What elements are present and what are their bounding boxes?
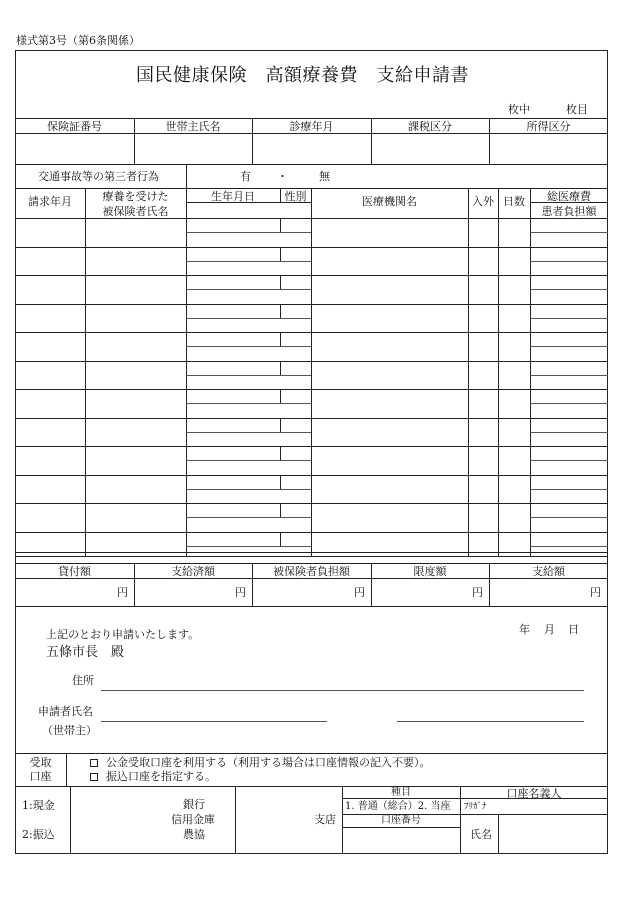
sheet-of-label: 枚中 (508, 103, 530, 116)
sex-divider (280, 218, 281, 232)
account-holder-label: 口座名義人 (506, 787, 562, 800)
furigana-label: ﾌﾘｶﾞﾅ (464, 802, 487, 812)
table-row[interactable] (16, 476, 84, 503)
col-patient-burden: 患者負担額 (541, 205, 597, 218)
sex-divider (280, 446, 281, 460)
payment-transfer-option[interactable]: 2:振込 (22, 828, 55, 841)
yen-unit: 円 (354, 586, 365, 599)
checkbox-icon[interactable] (90, 759, 98, 767)
burden-split-line (530, 261, 608, 262)
summary-loan-label: 貸付額 (58, 565, 91, 578)
yen-unit: 円 (235, 586, 246, 599)
declaration-text: 上記のとおり申請いたします。 (46, 628, 200, 641)
table-row[interactable] (16, 276, 84, 303)
table-row-divider (15, 304, 608, 305)
col-institution: 医療機関名 (362, 195, 417, 208)
third-party-label: 交通事故等の第三者行為 (38, 170, 159, 183)
burden-split-line (530, 403, 608, 404)
table-row[interactable] (16, 248, 84, 275)
third-party-yes[interactable]: 有 (240, 170, 251, 183)
summary-payment-label: 支給額 (532, 565, 565, 578)
yen-unit: 円 (590, 586, 601, 599)
header-income-category-label: 所得区分 (526, 120, 571, 133)
table-row-divider (15, 418, 608, 419)
header-treatment-month-label: 診療年月 (289, 120, 334, 133)
form-number: 様式第3号（第6条関係） (16, 34, 140, 47)
sex-divider (280, 475, 281, 489)
summary-limit-label: 限度額 (413, 565, 447, 578)
burden-split-line (530, 517, 608, 518)
dob-split-line (186, 318, 311, 319)
receipt-option-transfer-account[interactable] (90, 771, 216, 782)
receipt-option1-text: 公金受取口座を利用する（利用する場合は口座情報の記入不要）。 (106, 756, 431, 769)
burden-split-line (530, 375, 608, 376)
address-label: 住所 (72, 674, 94, 687)
summary-insured-burden-label: 被保険者負担額 (273, 565, 350, 578)
account-kind-label: 種目 (391, 787, 411, 798)
sex-divider (280, 247, 281, 261)
account-kind-options[interactable]: 1. 普通（総合）2. 当座 (345, 801, 451, 812)
table-row-divider (15, 475, 608, 476)
receipt-option-public-account[interactable] (90, 757, 431, 768)
table-row-divider (15, 247, 608, 248)
holder-name-field[interactable] (499, 815, 607, 853)
sex-divider (280, 532, 281, 546)
applicant-name-label: 申請者氏名 (38, 705, 93, 718)
date-day-label: 日 (568, 623, 579, 636)
burden-split-line (530, 289, 608, 290)
sheet-number-label: 枚目 (566, 103, 588, 116)
receipt-option2-text: 振込口座を指定する。 (106, 770, 216, 783)
header-insurance-number-label: 保険証番号 (47, 120, 102, 133)
dob-split-line (186, 546, 311, 547)
dob-split-line (186, 261, 311, 262)
checkbox-icon[interactable] (90, 773, 98, 781)
receipt-label-line2: 口座 (29, 770, 52, 783)
burden-split-line (530, 232, 608, 233)
bank-type-credit-union[interactable]: 信用金庫 (171, 813, 215, 826)
sex-divider (280, 275, 281, 289)
col-days: 日数 (503, 195, 525, 208)
table-row[interactable] (16, 390, 84, 417)
table-row-divider (15, 503, 608, 504)
sex-divider (280, 304, 281, 318)
table-row[interactable] (16, 305, 84, 332)
header-tax-category-label: 課税区分 (408, 120, 452, 133)
insurance-number-field[interactable] (16, 134, 133, 163)
branch-label: 支店 (314, 813, 336, 826)
householder-name-field[interactable] (135, 134, 251, 163)
bank-type-agri-coop[interactable]: 農協 (183, 828, 205, 841)
header-householder-name-label: 世帯主氏名 (165, 120, 221, 133)
third-party-no[interactable]: 無 (319, 170, 330, 183)
address-line[interactable] (101, 690, 584, 691)
sex-divider (280, 361, 281, 375)
table-row[interactable] (16, 447, 84, 474)
burden-split-line (530, 489, 608, 490)
sex-divider (280, 503, 281, 517)
table-row-divider (15, 532, 608, 533)
tax-category-field[interactable] (372, 134, 488, 163)
householder-note: （世帯主） (42, 724, 97, 737)
account-number-label: 口座番号 (381, 815, 421, 826)
form-title: 国民健康保険 高額療養費 支給申請書 (136, 65, 469, 86)
col-patient-line1: 療養を受けた (102, 190, 169, 203)
table-row-divider (15, 275, 608, 276)
treatment-month-field[interactable] (253, 134, 370, 163)
burden-split-line (530, 546, 608, 547)
dob-split-line (186, 232, 311, 233)
sex-divider (280, 418, 281, 432)
applicant-name-line[interactable] (101, 721, 327, 722)
bank-type-bank[interactable]: 銀行 (183, 798, 205, 811)
table-header-divider (15, 218, 608, 219)
table-row[interactable] (16, 333, 84, 360)
sex-divider (280, 389, 281, 403)
col-total-cost: 総医療費 (547, 190, 591, 203)
yen-unit: 円 (472, 586, 483, 599)
applicant-contact-line[interactable] (397, 721, 584, 722)
dob-split-line (186, 375, 311, 376)
dob-split-line (186, 460, 311, 461)
table-row-divider (15, 389, 608, 390)
col-sex: 性別 (284, 190, 307, 203)
table-row-divider (15, 332, 608, 333)
burden-split-line (530, 432, 608, 433)
dob-split-line (186, 517, 311, 518)
summary-paid-label: 支給済額 (171, 565, 215, 578)
table-row-divider (15, 361, 608, 362)
col-patient-line2: 被保険者氏名 (102, 205, 169, 218)
addressee: 五條市長 殿 (46, 645, 125, 660)
table-row-divider (15, 446, 608, 447)
dob-split-line (186, 432, 311, 433)
table-row[interactable] (16, 504, 84, 531)
yen-unit: 円 (117, 586, 128, 599)
account-number-field[interactable] (343, 828, 459, 853)
burden-split-line (530, 318, 608, 319)
income-category-field[interactable] (490, 134, 607, 163)
payment-cash-option[interactable]: 1:現金 (22, 799, 55, 812)
burden-split-line (530, 346, 608, 347)
third-party-separator: ・ (277, 170, 288, 183)
col-date-of-birth: 生年月日 (211, 190, 255, 203)
col-claim-month: 請求年月 (28, 195, 72, 208)
dob-split-line (186, 403, 311, 404)
sex-divider (280, 332, 281, 346)
table-row[interactable] (16, 362, 84, 389)
dob-split-line (186, 289, 311, 290)
table-row[interactable] (16, 419, 84, 446)
table-row[interactable] (16, 219, 84, 246)
receipt-label-line1: 受取 (29, 756, 52, 769)
holder-name-label: 氏名 (470, 828, 492, 841)
col-inpatient-outpatient: 入外 (472, 195, 494, 208)
date-year-label: 年 (519, 623, 530, 636)
dob-split-line (186, 489, 311, 490)
burden-split-line (530, 460, 608, 461)
date-month-label: 月 (544, 623, 555, 636)
dob-split-line (186, 346, 311, 347)
